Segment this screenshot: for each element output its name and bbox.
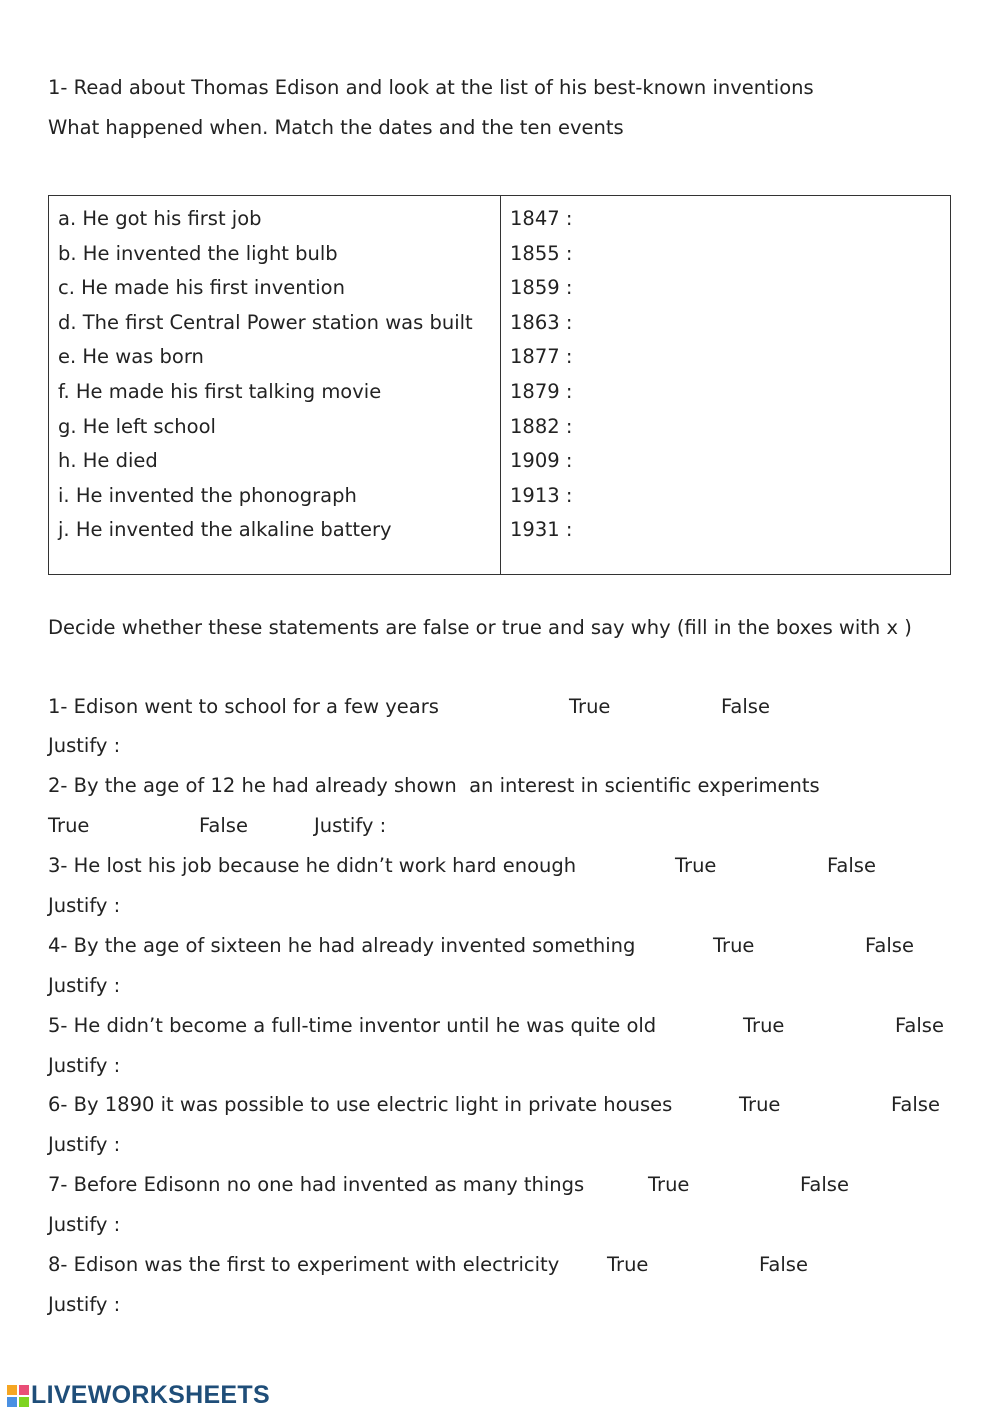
true-option[interactable]: True <box>739 1093 781 1116</box>
statement-6: 6- By 1890 it was possible to use electric light in private houses <box>48 1093 673 1116</box>
false-option[interactable]: False <box>827 854 876 877</box>
dates-column <box>510 206 572 552</box>
justify-label: Justify : <box>48 1054 121 1077</box>
statement-2: 2- By the age of 12 he had already shown an interest in scientific experiments <box>48 774 820 797</box>
date-item: 1913 : <box>510 483 573 507</box>
date-item: 1879 : <box>510 379 573 403</box>
statement-8: 8- Edison was the first to experiment with electricity <box>48 1253 560 1276</box>
true-option[interactable]: True <box>648 1173 690 1196</box>
tf-instruction: Decide whether these statements are false or true and say why (fill in the boxes with x ) <box>48 616 912 639</box>
statement-5: 5- He didn’t become a full-time inventor until he was quite old <box>48 1014 657 1037</box>
date-item: 1909 : <box>510 449 573 473</box>
statement-4: 4- By the age of sixteen he had already invented something <box>48 934 636 957</box>
false-option[interactable]: False <box>895 1014 944 1037</box>
date-item: 1882 : <box>510 414 573 438</box>
justify-label: Justify : <box>48 1213 121 1236</box>
justify-label: Justify : <box>48 894 121 917</box>
date-item: 1931 : <box>510 518 573 542</box>
event-item: g. He left school <box>58 414 216 438</box>
event-item: b. He invented the light bulb <box>58 241 338 265</box>
false-option[interactable]: False <box>891 1093 940 1116</box>
events-column <box>58 206 473 552</box>
event-item: f. He made his first talking movie <box>58 379 382 403</box>
justify-label: Justify : <box>314 814 387 837</box>
event-item: d. The first Central Power station was built <box>58 310 473 334</box>
matching-table <box>48 195 951 575</box>
justify-label: Justify : <box>48 1133 121 1156</box>
false-option[interactable]: False <box>199 814 248 837</box>
event-item: c. He made his first invention <box>58 276 345 300</box>
event-item: h. He died <box>58 449 158 473</box>
liveworksheets-icon <box>7 1385 29 1407</box>
false-option[interactable]: False <box>721 695 770 718</box>
intro-line-1: 1- Read about Thomas Edison and look at the list of his best-known inventions <box>48 76 814 99</box>
date-item: 1863 : <box>510 310 573 334</box>
date-item: 1859 : <box>510 276 573 300</box>
true-option[interactable]: True <box>713 934 755 957</box>
brand-name: LIVEWORKSHEETS <box>31 1381 270 1409</box>
justify-label: Justify : <box>48 974 121 997</box>
statement-3: 3- He lost his job because he didn’t work hard enough <box>48 854 577 877</box>
false-option[interactable]: False <box>865 934 914 957</box>
event-item: e. He was born <box>58 345 204 369</box>
true-option[interactable]: True <box>675 854 717 877</box>
event-item: j. He invented the alkaline battery <box>58 518 392 542</box>
justify-label: Justify : <box>48 734 121 757</box>
statement-7: 7- Before Edisonn no one had invented as many things <box>48 1173 585 1196</box>
true-option[interactable]: True <box>743 1014 785 1037</box>
true-option[interactable]: True <box>48 814 90 837</box>
true-option[interactable]: True <box>607 1253 649 1276</box>
false-option[interactable]: False <box>800 1173 849 1196</box>
date-item: 1855 : <box>510 241 573 265</box>
event-item: a. He got his first job <box>58 207 262 230</box>
table-divider <box>500 196 501 574</box>
date-item: 1877 : <box>510 345 573 369</box>
statement-1: 1- Edison went to school for a few years <box>48 695 439 718</box>
intro-line-2: What happened when. Match the dates and the ten events <box>48 116 624 139</box>
justify-label: Justify : <box>48 1293 121 1316</box>
event-item: i. He invented the phonograph <box>58 483 357 507</box>
liveworksheets-logo <box>7 1381 270 1410</box>
false-option[interactable]: False <box>759 1253 808 1276</box>
date-item: 1847 : <box>510 207 573 230</box>
true-option[interactable]: True <box>569 695 611 718</box>
